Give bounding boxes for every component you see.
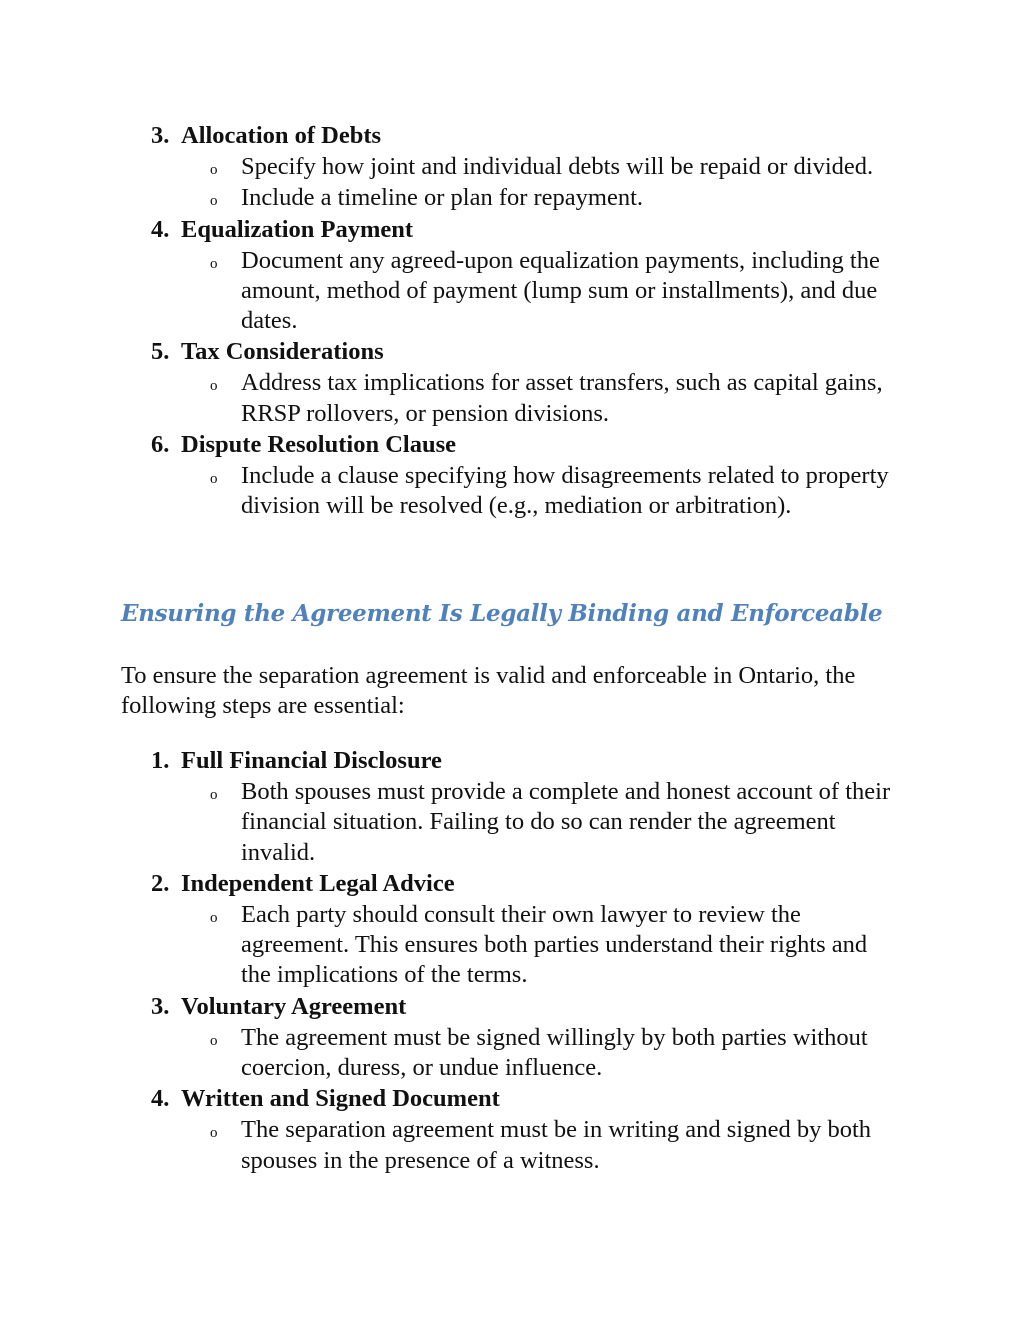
sub-list-item-text: The separation agreement must be in writing and signed by both spouses in the presence of a witness. bbox=[241, 1116, 872, 1174]
sub-list-item bbox=[0, 461, 901, 522]
list-item-number: 3. bbox=[151, 992, 170, 1020]
sub-list-item bbox=[0, 152, 901, 182]
list-item-voluntary-agreement bbox=[0, 991, 1024, 1084]
hollow-bullet-icon: o bbox=[210, 162, 218, 178]
sub-list-item-text: Both spouses must provide a complete and honest account of their financial situation. Failing to do so can render the agreement invalid. bbox=[241, 778, 891, 866]
intro-paragraph: To ensure the separation agreement is valid and enforceable in Ontario, the following steps are essential: bbox=[121, 662, 856, 720]
hollow-bullet-icon: o bbox=[210, 471, 218, 488]
sub-list-item-text: The agreement must be signed willingly by both parties without coercion, duress, or undue influence. bbox=[241, 1023, 868, 1082]
sub-list-item bbox=[0, 183, 901, 213]
sub-list-item-text: Document any agreed-upon equalization payments, including the amount, method of payment (lump sum or installments), and due dates. bbox=[241, 246, 880, 335]
list-item-independent-legal-advice bbox=[0, 868, 1024, 991]
section-heading: Ensuring the Agreement Is Legally Binding and Enforceable bbox=[121, 600, 883, 627]
sub-list-item bbox=[0, 1023, 901, 1084]
list-item-number: 6. bbox=[151, 431, 170, 459]
list-item-title: Equalization Payment bbox=[181, 215, 414, 243]
list-item-title: Independent Legal Advice bbox=[181, 869, 455, 897]
hollow-bullet-icon: o bbox=[210, 1125, 218, 1142]
list-item-title: Allocation of Debts bbox=[181, 122, 382, 149]
legal-steps-list bbox=[0, 745, 1024, 1176]
list-item-title: Voluntary Agreement bbox=[181, 992, 407, 1020]
sub-list-item bbox=[0, 1115, 901, 1176]
list-item-number: 1. bbox=[151, 747, 170, 774]
list-item-title: Dispute Resolution Clause bbox=[181, 431, 456, 459]
list-item-full-financial-disclosure bbox=[0, 745, 1024, 868]
sub-list-item-text: Address tax implications for asset transfers, such as capital gains, RRSP rollovers, or pension divisions. bbox=[241, 369, 883, 427]
list-item-title: Written and Signed Document bbox=[181, 1085, 500, 1113]
hollow-bullet-icon: o bbox=[210, 787, 218, 803]
list-item-title: Full Financial Disclosure bbox=[181, 747, 442, 774]
sub-list-item bbox=[0, 777, 901, 868]
list-item-dispute-resolution-clause bbox=[0, 429, 1024, 522]
sub-list-item-text: Specify how joint and individual debts will be repaid or divided. bbox=[241, 153, 874, 180]
list-item-number: 2. bbox=[151, 869, 170, 897]
sub-list-item bbox=[0, 368, 901, 429]
hollow-bullet-icon: o bbox=[210, 378, 218, 395]
sub-list-item-text: Include a timeline or plan for repayment. bbox=[241, 184, 644, 212]
list-item-number: 4. bbox=[151, 1085, 170, 1113]
hollow-bullet-icon: o bbox=[210, 255, 218, 272]
hollow-bullet-icon: o bbox=[210, 909, 218, 926]
debts-and-terms-list bbox=[0, 120, 1024, 522]
sub-list-item bbox=[0, 900, 901, 991]
list-item-number: 3. bbox=[151, 122, 170, 149]
list-item-equalization-payment bbox=[0, 214, 1024, 337]
sub-list-item-text: Include a clause specifying how disagreements related to property division will be resolved (e.g., mediation or arbitration). bbox=[241, 462, 889, 520]
hollow-bullet-icon: o bbox=[210, 193, 218, 210]
list-item-tax-considerations bbox=[0, 336, 1024, 429]
list-item-number: 5. bbox=[151, 338, 170, 366]
sub-list-item-text: Each party should consult their own lawyer to review the agreement. This ensures both parties understand their rights and the implications of the terms. bbox=[241, 900, 868, 989]
list-item-title: Tax Considerations bbox=[181, 338, 384, 366]
list-item-written-and-signed-document bbox=[0, 1083, 1024, 1176]
sub-list-item bbox=[0, 246, 901, 337]
list-item-allocation-of-debts bbox=[0, 120, 1024, 214]
hollow-bullet-icon: o bbox=[210, 1032, 218, 1049]
list-item-number: 4. bbox=[151, 215, 170, 243]
